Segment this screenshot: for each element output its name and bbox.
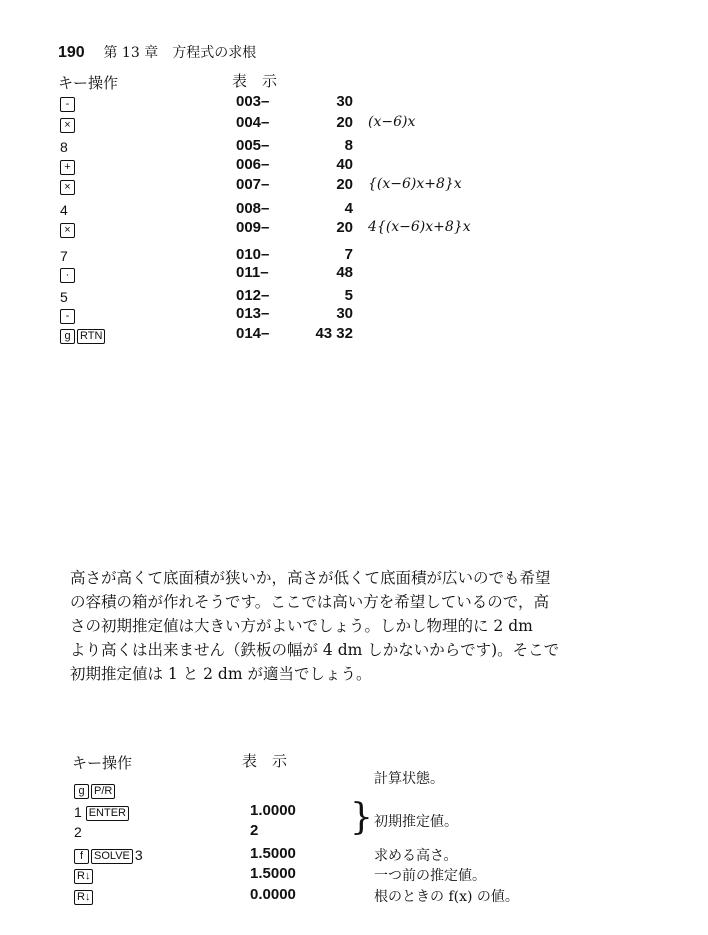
key-digit: 2	[74, 824, 82, 840]
row-note: 計算状態。	[374, 771, 444, 787]
keycode: 5	[344, 287, 353, 304]
step-number: 008–	[236, 200, 270, 217]
key-cell: 8	[60, 139, 68, 155]
keycode: 43 32	[315, 325, 353, 342]
key-box: +	[60, 160, 75, 175]
key-box: f	[74, 849, 89, 864]
key-cell	[74, 847, 143, 864]
key-cell	[60, 158, 77, 175]
stack-comment: (x−6)x	[368, 114, 416, 130]
key-cell	[60, 178, 77, 195]
key-cell	[74, 867, 95, 884]
step-number: 013–	[236, 305, 270, 322]
display-value: 1.5000	[250, 845, 296, 862]
key-box: g	[60, 329, 75, 344]
key-box: g	[74, 784, 89, 799]
key-cell	[60, 116, 77, 133]
key-cell	[74, 804, 131, 821]
keycode: 4	[344, 200, 353, 217]
row-note: 求める高さ。	[374, 848, 458, 864]
key-box: R↓	[74, 890, 93, 905]
page-header	[58, 42, 256, 62]
row-note: 一つ前の推定値。	[374, 868, 486, 884]
table1-col-display: 表 示	[232, 72, 278, 90]
display-value: 1.0000	[250, 802, 296, 819]
table2-col-keys: キー操作	[72, 754, 133, 772]
key-cell	[74, 782, 117, 799]
key-cell	[74, 888, 95, 905]
row-note: 根のときの f(x) の値。	[374, 889, 519, 905]
display-value: 1.5000	[250, 865, 296, 882]
stack-comment: {(x−6)x+8}x	[368, 176, 462, 192]
key-cell	[60, 266, 77, 283]
chapter-title: 第 13 章 方程式の求根	[103, 45, 257, 61]
step-number: 005–	[236, 137, 270, 154]
key-cell	[60, 221, 77, 238]
key-cell	[60, 327, 107, 344]
key-box: R↓	[74, 869, 93, 884]
keycode: 8	[344, 137, 353, 154]
paragraph-line: さの初期推定値は大きい方がよいでしょう。しかし物理的に 2 dm	[70, 617, 533, 635]
key-box: ×	[60, 223, 75, 238]
table2-col-display: 表 示	[242, 752, 288, 770]
key-box: ×	[60, 180, 75, 195]
table1-col-keys: キー操作	[58, 74, 119, 92]
step-number: 010–	[236, 246, 270, 263]
key-box: P/R	[91, 784, 115, 799]
key-box: SOLVE	[91, 849, 133, 864]
key-digit: 1	[74, 804, 86, 820]
key-box: RTN	[77, 329, 105, 344]
step-number: 004–	[236, 114, 270, 131]
step-number: 011–	[236, 264, 269, 281]
paragraph-line: 初期推定値は 1 と 2 dm が適当でしょう。	[70, 665, 372, 683]
display-value: 2	[250, 822, 259, 839]
step-number: 007–	[236, 176, 270, 193]
step-number: 009–	[236, 219, 270, 236]
key-box: ×	[60, 118, 75, 133]
brace-note: 初期推定値。	[374, 814, 458, 830]
keycode: 20	[336, 114, 353, 131]
key-cell: 5	[60, 289, 68, 305]
keycode: 48	[336, 264, 353, 281]
key-cell: 4	[60, 202, 68, 218]
key-cell: 7	[60, 248, 68, 264]
key-digit: 3	[134, 847, 143, 863]
keycode: 20	[336, 176, 353, 193]
keycode: 7	[344, 246, 353, 263]
brace-mark: }	[350, 797, 373, 838]
key-cell	[60, 307, 77, 324]
key-box: ·	[60, 268, 75, 283]
key-cell	[74, 824, 82, 840]
paragraph-line: 高さが高くて底面積が狭いか，高さが低くて底面積が広いのでも希望	[70, 569, 551, 587]
paragraph-line: より高くは出来ません（鉄板の幅が 4 dm しかないからです)。そこで	[70, 641, 560, 659]
key-box: ENTER	[86, 806, 129, 821]
step-number: 014–	[236, 325, 270, 342]
display-value: 0.0000	[250, 886, 296, 903]
key-cell	[60, 95, 77, 112]
keycode: 20	[336, 219, 353, 236]
keycode: 30	[336, 93, 353, 110]
step-number: 012–	[236, 287, 270, 304]
keycode: 40	[336, 156, 353, 173]
page-number: 190	[58, 44, 85, 61]
key-box: -	[60, 97, 75, 112]
stack-comment: 4{(x−6)x+8}x	[368, 219, 471, 235]
step-number: 003–	[236, 93, 270, 110]
keycode: 30	[336, 305, 353, 322]
body-paragraph	[70, 566, 610, 686]
step-number: 006–	[236, 156, 270, 173]
paragraph-line: の容積の箱が作れそうです。ここでは高い方を希望しているので，高	[70, 593, 549, 611]
key-box: -	[60, 309, 75, 324]
